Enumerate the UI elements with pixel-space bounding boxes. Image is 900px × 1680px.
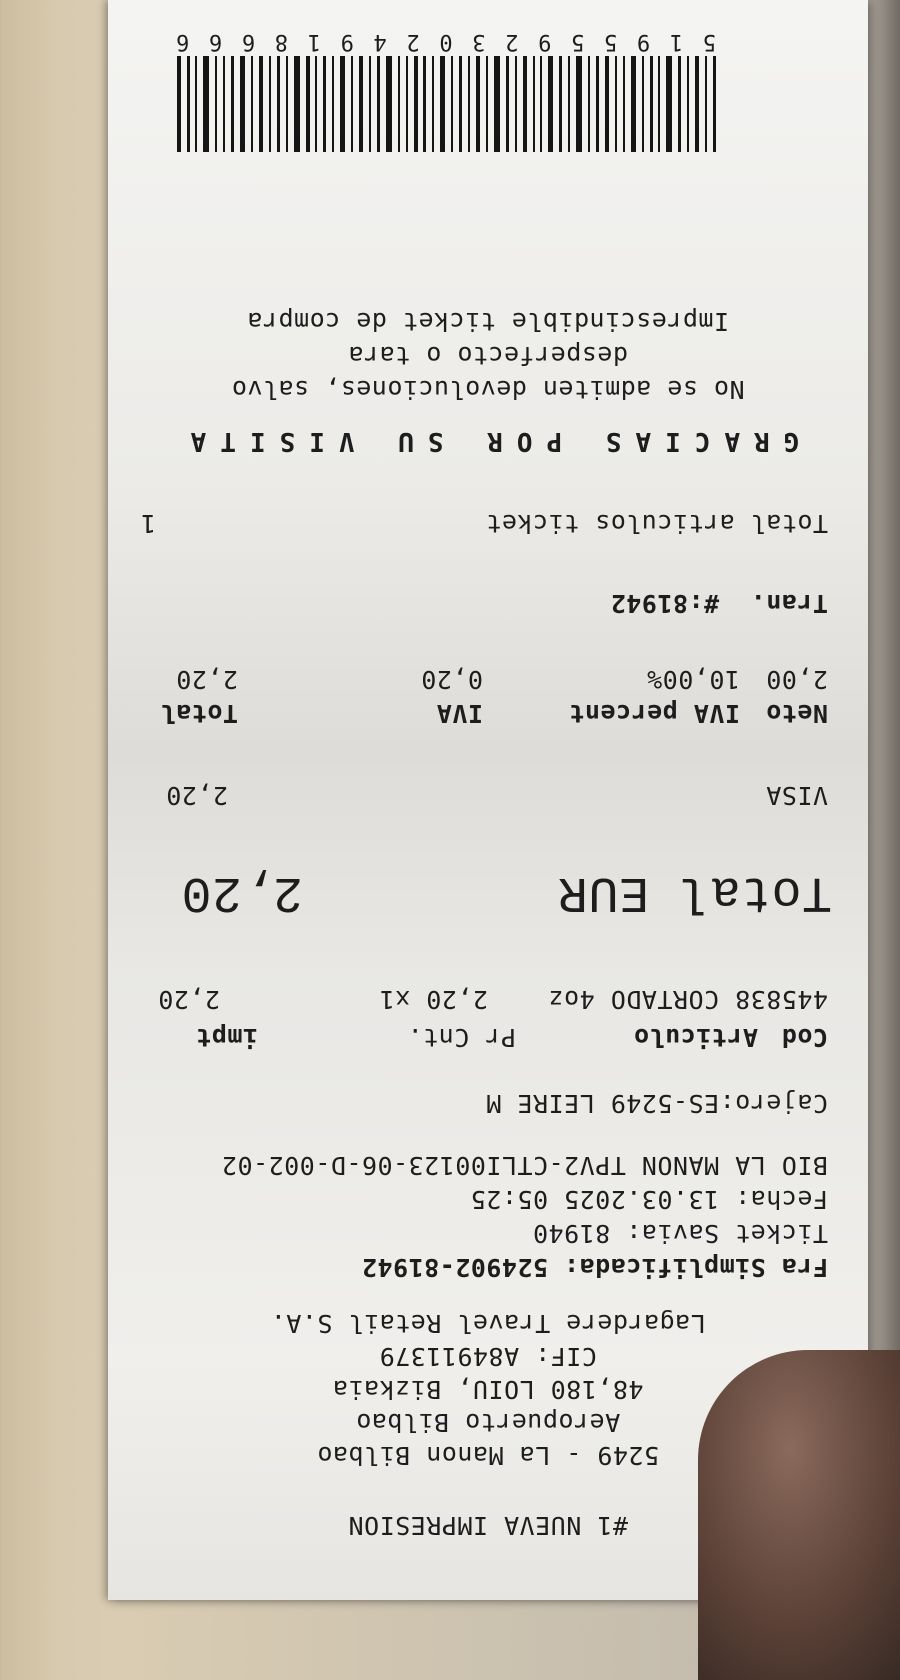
barcode-bar <box>548 56 553 152</box>
barcode-bar <box>559 56 562 152</box>
barcode-digit: 6 <box>241 29 256 54</box>
barcode-bar <box>223 56 225 152</box>
receipt-paper <box>108 0 868 1600</box>
company-name: Lagardere Travel Retail S.A. <box>270 1309 706 1338</box>
barcode-bar <box>269 56 271 152</box>
date-line: Fecha: 13.03.2025 05:25 <box>470 1185 828 1214</box>
barcode-bar <box>240 56 245 152</box>
total-articulos-value: 1 <box>140 509 156 538</box>
receipt-content <box>108 0 868 1600</box>
barcode-bar <box>359 56 363 152</box>
barcode-digit: 6 <box>176 29 190 54</box>
payment-method: VISA <box>765 781 828 810</box>
barcode-bar <box>440 56 445 152</box>
item-amount: 2,20 <box>157 985 220 1014</box>
barcode-bar <box>666 56 672 152</box>
barcode-bar <box>424 56 427 152</box>
barcode-bar <box>306 56 310 152</box>
barcode-bar <box>705 56 707 152</box>
barcode-bar <box>369 56 371 152</box>
barcode-bar <box>486 56 488 152</box>
barcode-bar <box>568 56 570 152</box>
policy-line-3: Imprescindible ticket de compra <box>246 307 730 336</box>
barcode-bar <box>414 56 418 152</box>
barcode-digits <box>176 29 716 54</box>
barcode-digit: 9 <box>340 29 354 54</box>
barcode-bar <box>286 56 288 152</box>
item-code-desc: 445838 CORTADO 4oz <box>548 985 828 1014</box>
barcode-bar <box>187 56 190 152</box>
barcode-bar <box>615 56 617 152</box>
barcode-bar <box>596 56 599 152</box>
barcode-bar <box>251 56 253 152</box>
barcode-bar <box>177 56 181 152</box>
barcode-bar <box>195 56 197 152</box>
barcode-digit: 9 <box>636 29 651 54</box>
barcode-bar <box>494 56 500 152</box>
cif-line: CIF: A84911379 <box>379 1342 597 1371</box>
barcode-bar <box>451 56 453 152</box>
barcode-bar <box>650 56 653 152</box>
ticket-savia: Ticket Savia: 81940 <box>532 1219 828 1248</box>
barcode-bar <box>340 56 345 152</box>
payment-amount: 2,20 <box>165 781 228 810</box>
barcode-digit: 5 <box>571 29 585 54</box>
invoice-number: Fra Simplificada: 524902-81942 <box>361 1253 828 1282</box>
barcode-bar <box>695 56 699 152</box>
barcode-bar <box>476 56 480 152</box>
barcode-bar <box>642 56 644 152</box>
barcode-bar <box>294 56 300 152</box>
barcode-bar <box>605 56 609 152</box>
barcode-bar <box>406 56 408 152</box>
address-line-2: 48,180 LOIU, Bizkaia <box>332 1375 644 1404</box>
barcode-bar <box>523 56 527 152</box>
reprint-label: #1 NUEVA IMPRESION <box>348 1511 628 1540</box>
barcode-bar <box>631 56 636 152</box>
barcode-bar <box>386 56 392 152</box>
barcode-digit: 9 <box>538 29 552 54</box>
barcode-bar <box>506 56 509 152</box>
store-line: 5249 - La Manon Bilbao <box>316 1441 660 1470</box>
header-articulo: Articulo <box>633 1023 758 1052</box>
thanks-message: GRACIAS POR SU VISITA <box>176 426 800 456</box>
barcode-bar <box>398 56 400 152</box>
barcode-bar <box>515 56 517 152</box>
terminal-line: BIO LA MANON TPV2-CTLI00123-06-D-002-02 <box>221 1151 828 1180</box>
total-value: 2,20 <box>180 863 303 920</box>
barcode-bar <box>713 56 716 152</box>
policy-line-2: desperfecto o tara <box>348 341 628 370</box>
barcode-bar <box>377 56 380 152</box>
header-cod: Cod <box>781 1023 828 1052</box>
barcode-bar <box>687 56 689 152</box>
barcode-digit: 5 <box>702 29 716 54</box>
header-impt: impt <box>195 1023 258 1052</box>
policy-line-1: No se admiten devoluciones, salvo <box>231 375 745 404</box>
barcode-bar <box>658 56 660 152</box>
tax-neto: 2,00 <box>765 665 828 694</box>
barcode-digit: 5 <box>603 29 618 54</box>
barcode-bar <box>623 56 625 152</box>
tax-iva-percent: 10,00% <box>646 665 740 694</box>
total-label: Total EUR <box>557 863 832 920</box>
barcode <box>176 56 716 152</box>
barcode-bar <box>231 56 234 152</box>
transaction-number: Tran. #:81942 <box>610 589 828 618</box>
barcode-digit: 8 <box>274 29 289 54</box>
barcode-bar <box>432 56 434 152</box>
barcode-bar <box>459 56 462 152</box>
barcode-bar <box>259 56 263 152</box>
barcode-bar <box>533 56 535 152</box>
cashier-line: Cajero:ES-5249 LEIRE M <box>485 1089 828 1118</box>
tax-total: 2,20 <box>175 665 238 694</box>
barcode-digit: 1 <box>307 29 321 54</box>
tax-header-iva-percent: IVA percent <box>568 699 740 728</box>
barcode-digit: 4 <box>373 29 387 54</box>
barcode-bar <box>351 56 353 152</box>
total-articulos-label: Total articulos ticket <box>485 509 828 538</box>
barcode-digit: 6 <box>208 29 223 54</box>
thumb <box>698 1350 900 1680</box>
barcode-digit: 2 <box>505 29 519 54</box>
header-pr-cnt: Pr Cnt. <box>407 1023 516 1052</box>
barcode-bar <box>215 56 217 152</box>
barcode-bar <box>323 56 326 152</box>
address-line-1: Aeropuerto Bilbao <box>355 1408 621 1437</box>
barcode-bar <box>540 56 542 152</box>
barcode-bar <box>203 56 209 152</box>
barcode-bar <box>678 56 681 152</box>
barcode-digit: 2 <box>406 29 420 54</box>
tax-iva: 0,20 <box>420 665 483 694</box>
barcode-bar <box>315 56 317 152</box>
barcode-digit: 1 <box>669 29 684 54</box>
barcode-digit: 0 <box>439 29 453 54</box>
barcode-bar <box>277 56 280 152</box>
barcode-bar <box>588 56 590 152</box>
tax-header-total: Total <box>160 699 238 728</box>
barcode-bar <box>468 56 470 152</box>
tax-header-neto: Neto <box>765 699 828 728</box>
item-price-qty: 2,20 x1 <box>379 985 488 1014</box>
barcode-bar <box>332 56 334 152</box>
barcode-bar <box>576 56 582 152</box>
tax-header-iva: IVA <box>436 699 483 728</box>
barcode-digit: 3 <box>472 29 486 54</box>
